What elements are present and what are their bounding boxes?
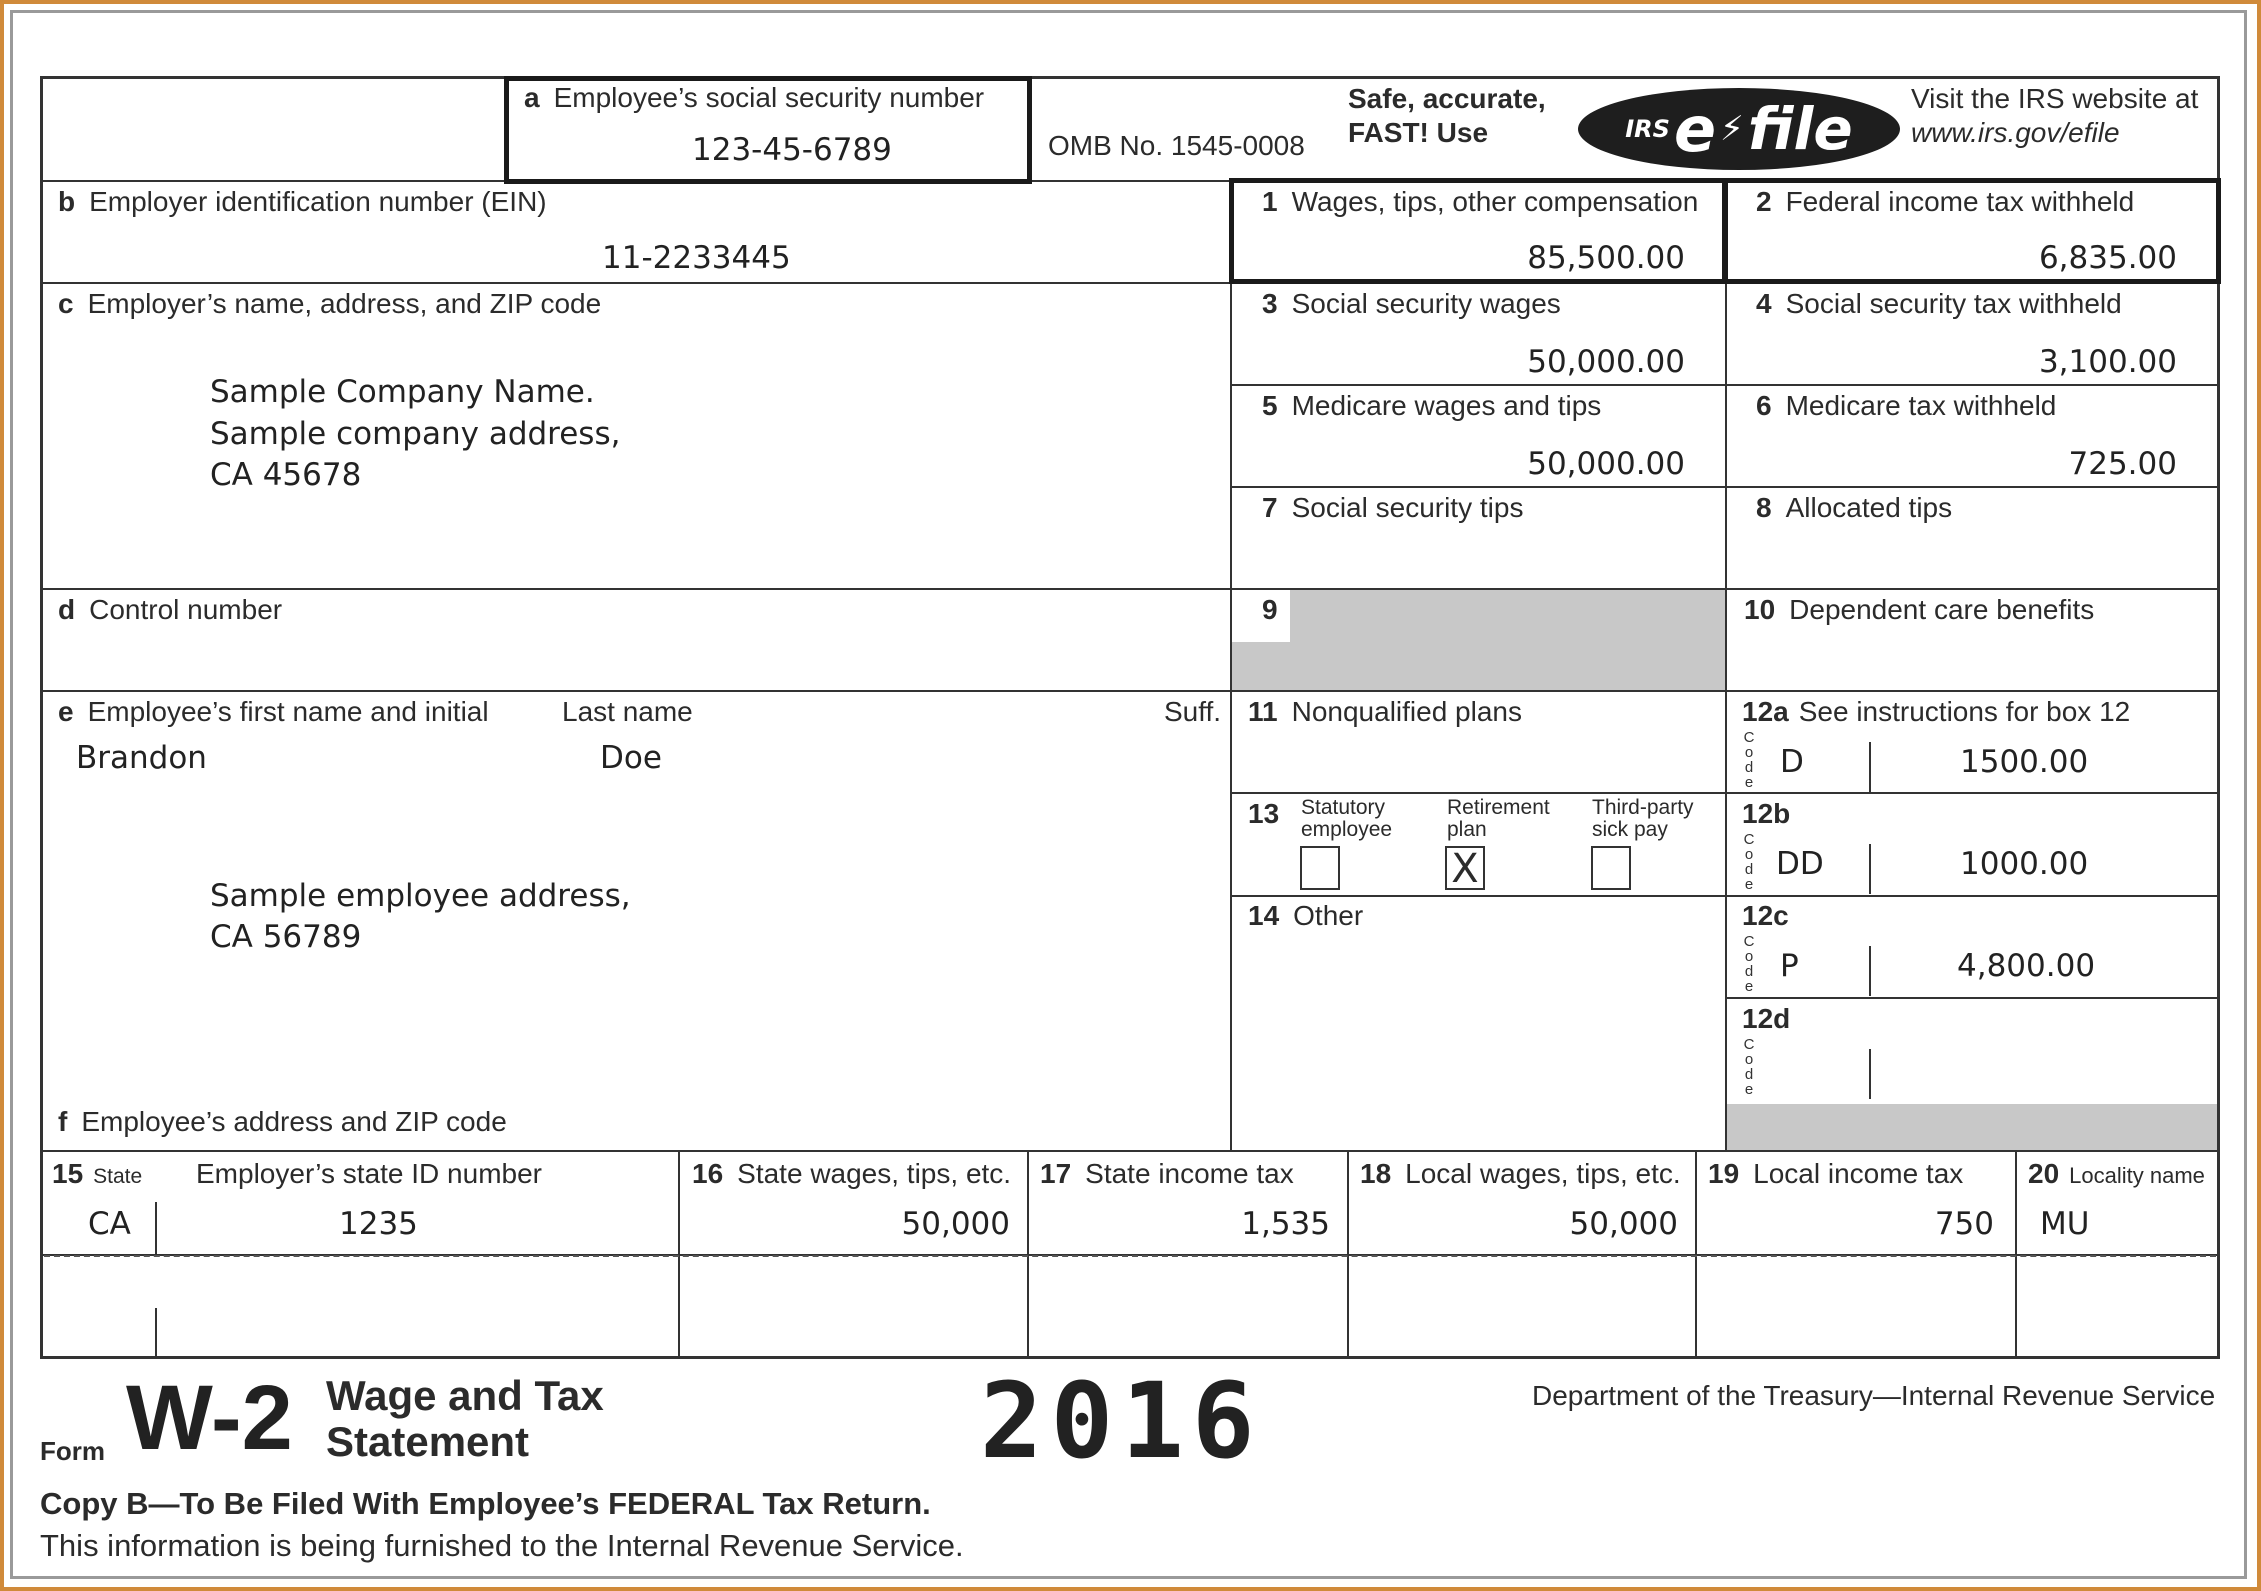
box-12b-code: DD [1776, 846, 1824, 882]
box-f-label: f Employee’s address and ZIP code [58, 1106, 507, 1137]
box-5-label: 5 Medicare wages and tips [1262, 390, 1602, 421]
code-divider [1869, 946, 1871, 996]
visit-irs-text: Visit the IRS website at [1911, 83, 2199, 114]
box-8-label: 8 Allocated tips [1756, 492, 1953, 523]
statutory-employee-checkbox[interactable] [1300, 846, 1340, 890]
safe-accurate-text: Safe, accurate, [1348, 83, 1546, 114]
state-divider [155, 1202, 157, 1254]
form-title-line1: Wage and Tax [326, 1372, 604, 1419]
box-12d-shade [1727, 1104, 2217, 1150]
grid-line [40, 588, 2220, 590]
employee-city-zip: CA 56789 [210, 919, 362, 955]
last-name-label: Last name [562, 696, 693, 727]
box-12a-value: 1500.00 [1960, 744, 2089, 780]
suffix-label: Suff. [1164, 696, 1222, 727]
grid-line [40, 1150, 2220, 1152]
box-18-value: 50,000 [1569, 1206, 1678, 1242]
dashed-separator [44, 1255, 2216, 1257]
box-12c-code: P [1780, 948, 1799, 984]
statutory-employee-label: Statutory employee [1301, 796, 1393, 841]
grid-line [40, 690, 2220, 692]
ssn-value: 123-45-6789 [692, 132, 892, 168]
box-6-value: 725.00 [2068, 446, 2177, 482]
employer-name: Sample Company Name. [210, 374, 595, 410]
employee-address: Sample employee address, [210, 878, 631, 914]
third-party-sick-pay-checkbox[interactable] [1591, 846, 1631, 890]
box-5-value: 50,000.00 [1527, 446, 1685, 482]
box-18-label: 18 Local wages, tips, etc. [1360, 1158, 1681, 1189]
box-16-label: 16 State wages, tips, etc. [692, 1158, 1012, 1189]
third-party-sick-pay-label: Third-party sick pay [1592, 796, 1694, 841]
box-12c-label: 12c [1742, 900, 1789, 931]
box-4-value: 3,100.00 [2038, 344, 2177, 380]
box-b-label: b Employer identification number (EIN) [58, 186, 547, 217]
box-20-value: MU [2040, 1206, 2090, 1242]
box-12b-label: 12b [1742, 798, 1791, 829]
fast-use-text: FAST! Use [1348, 117, 1489, 148]
grid-line [1725, 180, 1727, 1152]
box-12a-label: 12a See instructions for box 12 [1742, 696, 2131, 727]
box-e-label: e Employee’s first name and initial [58, 696, 489, 727]
employee-last-name: Doe [600, 740, 662, 776]
box-20-label: 20 Locality name [2028, 1158, 2205, 1189]
omb-number: OMB No. 1545-0008 [1048, 130, 1305, 161]
box-d-label: d Control number [58, 594, 283, 625]
box-13-label: 13 [1248, 798, 1280, 829]
irs-efile-logo: IRS e ⚡ file [1578, 88, 1900, 170]
employer-city-zip: CA 45678 [210, 457, 362, 493]
form-title-line2: Statement [326, 1418, 530, 1465]
irs-info-statement: This information is being furnished to the Internal Revenue Service. [40, 1528, 964, 1563]
box-12b-value: 1000.00 [1960, 846, 2089, 882]
box-16-value: 50,000 [901, 1206, 1010, 1242]
box-9-shade [1290, 590, 1725, 642]
form-bottom-border [40, 1356, 2220, 1359]
form-left-border [40, 76, 43, 1359]
code-divider [1869, 742, 1871, 792]
box-12a-code: D [1780, 744, 1804, 780]
irs-efile-url[interactable]: www.irs.gov/efile [1911, 117, 2120, 148]
box-1-value: 85,500.00 [1527, 240, 1685, 276]
retirement-plan-checkbox[interactable]: X [1445, 846, 1485, 890]
box-10-label: 10 Dependent care benefits [1744, 594, 2095, 625]
grid-line [1725, 997, 2220, 999]
box-2-value: 6,835.00 [2038, 240, 2177, 276]
state-divider [155, 1308, 157, 1356]
form-word: Form [40, 1436, 105, 1466]
box-9-label: 9 [1262, 594, 1278, 625]
box-6-label: 6 Medicare tax withheld [1756, 390, 2057, 421]
employer-address: Sample company address, [210, 416, 621, 452]
box-c-label: c Employer’s name, address, and ZIP code [58, 288, 602, 319]
box-19-value: 750 [1934, 1206, 1994, 1242]
copy-b-instruction: Copy B—To Be Filed With Employee’s FEDERAL Tax Return. [40, 1486, 931, 1521]
code-divider [1869, 844, 1871, 894]
state-id-label: Employer’s state ID number [196, 1158, 542, 1189]
box-17-label: 17 State income tax [1040, 1158, 1294, 1189]
box-a-label: a Employee’s social security number [524, 82, 985, 113]
box-4-label: 4 Social security tax withheld [1756, 288, 2122, 319]
box-2-label: 2 Federal income tax withheld [1756, 186, 2135, 217]
box-15-label: 15 State [52, 1158, 143, 1189]
box-19-label: 19 Local income tax [1708, 1158, 1964, 1189]
box-12d-label: 12d [1742, 1003, 1791, 1034]
code-divider [1869, 1049, 1871, 1099]
box-11-label: 11 Nonqualified plans [1248, 696, 1522, 727]
box-17-value: 1,535 [1241, 1206, 1330, 1242]
employee-first-name: Brandon [76, 740, 207, 776]
form-name: W-2 [126, 1367, 293, 1469]
form-top-border [40, 76, 2220, 79]
box-12c-value: 4,800.00 [1957, 948, 2096, 984]
box-3-label: 3 Social security wages [1262, 288, 1561, 319]
state-value: CA [88, 1206, 131, 1242]
lightning-bolt-icon: ⚡ [1720, 110, 1744, 148]
box-14-label: 14 Other [1248, 900, 1364, 931]
box-1-label: 1 Wages, tips, other compensation [1262, 186, 1699, 217]
box-3-value: 50,000.00 [1527, 344, 1685, 380]
box-9-shade-lower [1232, 642, 1725, 690]
tax-year: 2016 [980, 1360, 1263, 1482]
treasury-department: Department of the Treasury—Internal Revenue Service [1532, 1380, 2216, 1411]
state-id-value: 1235 [339, 1206, 418, 1242]
ein-value: 11-2233445 [602, 240, 791, 276]
box-7-label: 7 Social security tips [1262, 492, 1524, 523]
retirement-plan-label: Retirement plan [1447, 796, 1550, 841]
